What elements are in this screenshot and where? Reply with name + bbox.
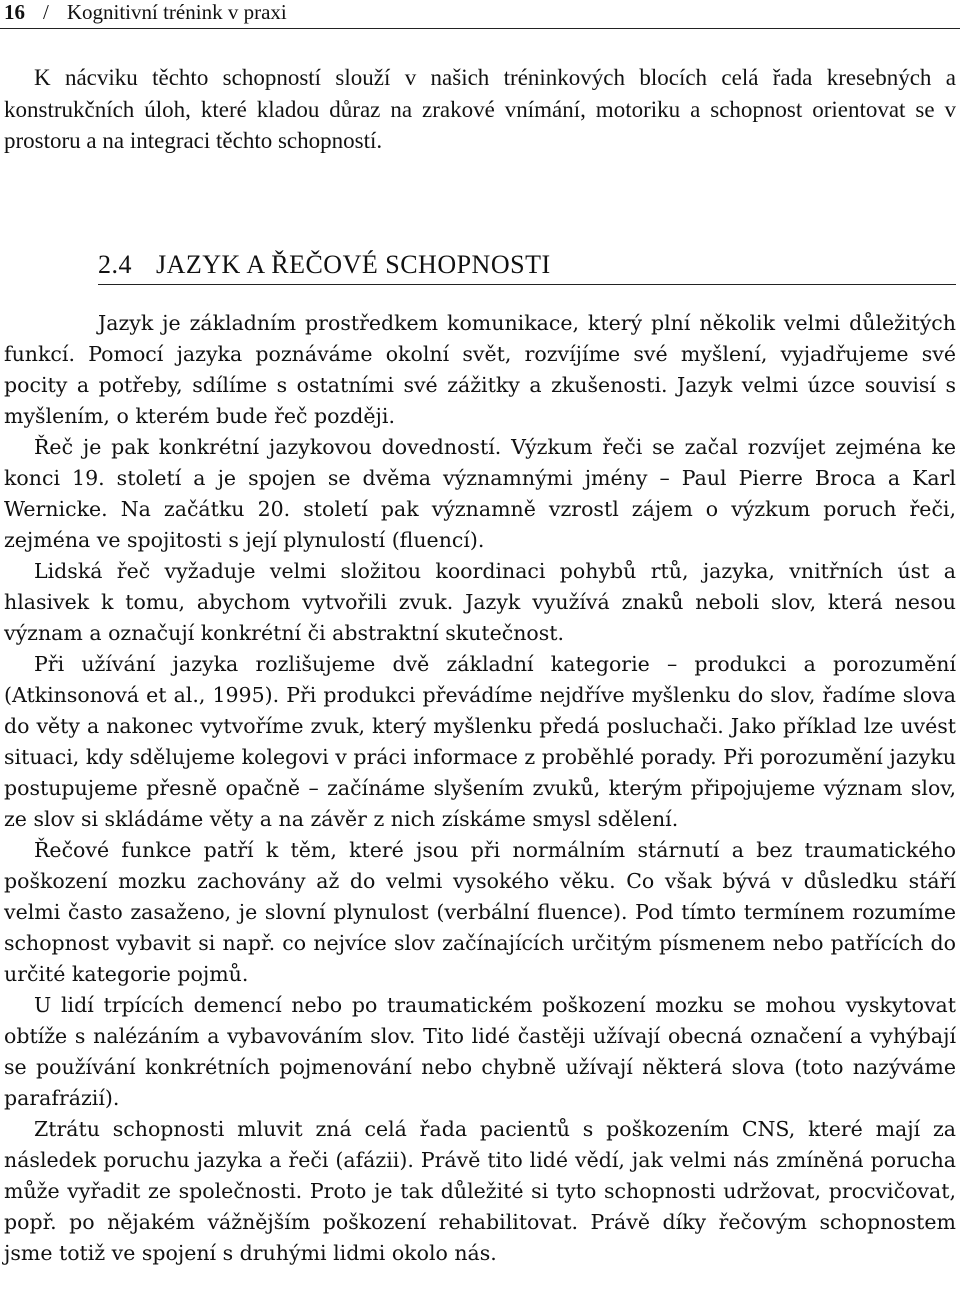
running-head-separator: / bbox=[43, 0, 49, 24]
section-heading-rule bbox=[98, 284, 956, 285]
paragraph-speech-coordination: Lidská řeč vyžaduje velmi složitou koordinaci pohybů rtů, jazyka, vnitřních úst a hlasivek k tomu, abychom vytvořili zvuk. Jazyk využívá znaků neboli slov, která nesou význam a označují konkrétní či abstraktní skutečnost. bbox=[4, 559, 956, 645]
paragraph-production-comprehension: Při užívání jazyka rozlišujeme dvě základní kategorie – produkci a porozumění (Atkinsonová et al., 1995). Při produkci převádíme nejdříve myšlenku do slov, řadíme slova do věty a nakonec vytvoříme zvuk, který myšlenku předá posluchači. Jako příklad lze uvést situaci, kdy sdělujeme kolegovi v práci informace z proběhlé porady. Při porozumění jazyku postupujeme přesně opačně – začínáme slyšením zvuků, kterým připojujeme význam slov, ze slov si skládáme věty a na závěr z nich získáme smysl sdělení. bbox=[4, 652, 956, 831]
paragraph-verbal-fluency: Řečové funkce patří k těm, které jsou při normálním stárnutí a bez traumatického poškození mozku zachovány až do velmi vysokého věku. Co však bývá v důsledku stáří velmi často zasaženo, je slovní plynulost (verbální fluence). Pod tímto termínem rozumíme schopnost vybavit si např. co nejvíce slov začínajících určitým písmenem nebo patřících do určité kategorie pojmů. bbox=[4, 838, 956, 986]
section-title: JAZYK A ŘEČOVÉ SCHOPNOSTI bbox=[156, 250, 551, 279]
running-head bbox=[4, 0, 956, 26]
header-rule bbox=[0, 28, 960, 29]
page-number: 16 bbox=[4, 0, 25, 24]
paragraph-language-intro: Jazyk je základním prostředkem komunikace, který plní několik velmi důležitých funkcí. Pomocí jazyka poznáváme okolní svět, rozvíjíme své myšlení, vyjadřujeme své pocity a potřeby, sdílíme s ostatními své zážitky a zkušenosti. Jazyk velmi úzce souvisí s myšlením, o kterém bude řeč později. bbox=[4, 311, 956, 428]
section-number: 2.4 bbox=[98, 250, 132, 279]
book-title: Kognitivní trénink v praxi bbox=[66, 0, 287, 24]
section-heading bbox=[98, 248, 956, 284]
intro-paragraph: K nácviku těchto schopností slouží v našich tréninkových blocích celá řada kresebných a konstrukčních úloh, které kladou důraz na zrakové vnímání, motoriku a schopnost orientovat se v prostoru a na integraci těchto schopností. bbox=[4, 65, 956, 153]
section-body bbox=[4, 308, 956, 1269]
paragraph-word-finding: U lidí trpících demencí nebo po traumatickém poškození mozku se mohou vyskytovat obtíže s nalézáním a vybavováním slov. Tito lidé častěji užívají obecná označení a vyhýbají se používání konkrétních pojmenování nebo chybně užívají některá slova (toto nazýváme parafrázií). bbox=[4, 993, 956, 1110]
paragraph-aphasia: Ztrátu schopnosti mluvit zná celá řada pacientů s poškozením CNS, které mají za následek poruchu jazyka a řeči (afázii). Právě tito lidé vědí, jak velmi nás zmíněná porucha může vyřadit ze společnosti. Proto je tak důležité si tyto schopnosti udržovat, procvičovat, popř. po nějakém vážnějším poškození rehabilitovat. Právě díky řečovým schopnostem jsme totiž ve spojení s druhými lidmi okolo nás. bbox=[4, 1117, 956, 1265]
paragraph-speech-research: Řeč je pak konkrétní jazykovou dovedností. Výzkum řeči se začal rozvíjet zejména ke konci 19. století a je spojen se dvěma významnými jmény – Paul Pierre Broca a Karl Wernicke. Na začátku 20. století pak významně vzrostl zájem o výzkum poruch řeči, zejména ve spojitosti s její plynulostí (fluencí). bbox=[4, 435, 956, 552]
